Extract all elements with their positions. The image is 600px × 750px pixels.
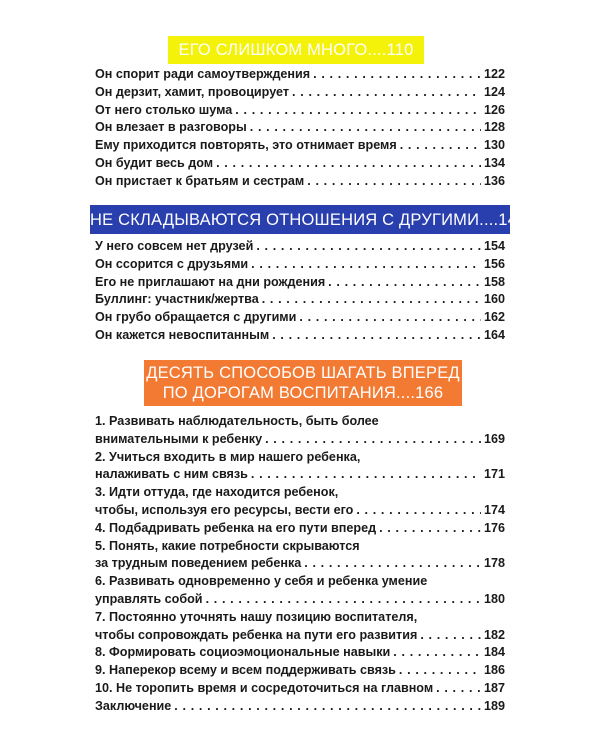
toc-entry[interactable] — [95, 573, 505, 609]
toc-entry-title: У него совсем нет друзей — [95, 239, 254, 253]
toc-entry-first-line: 6. Развивать одновременно у себя и ребенка умение — [95, 574, 428, 589]
dot-leader — [272, 327, 481, 345]
toc-entry-title: Он грубо обращается с другими — [95, 310, 297, 325]
toc-entry-title: Его не приглашают на дни рождения — [95, 274, 326, 289]
toc-entry-page: 180 — [483, 591, 505, 606]
toc-entry-title: 10. Не торопить время и сосредоточиться на главном — [95, 680, 434, 695]
toc-entry-page: 154 — [483, 239, 505, 253]
toc-entry-page: 124 — [483, 84, 505, 99]
toc-entry-page: 189 — [483, 698, 505, 713]
toc-entry-title: управлять собой — [95, 591, 203, 606]
toc-entry[interactable] — [95, 102, 505, 120]
toc-entry[interactable] — [95, 644, 505, 662]
toc-entry[interactable] — [95, 680, 505, 698]
toc-entry[interactable] — [95, 137, 505, 155]
toc-entry-page: 160 — [483, 292, 505, 307]
toc-entry-title: Он спорит ради самоутверждения — [95, 67, 311, 81]
toc-entry-title: От него столько шума — [95, 102, 233, 117]
toc-entry-page: 171 — [483, 467, 505, 482]
dot-leader — [420, 627, 481, 645]
toc-entry-first-line: 7. Постоянно уточнять нашу позицию воспитателя, — [95, 609, 418, 624]
toc-entry-title: Буллинг: участник/жертва — [95, 292, 259, 307]
dot-leader — [399, 662, 481, 680]
toc-entry-page: 164 — [483, 327, 505, 342]
toc-entry-title: Он ссорится с друзьями — [95, 256, 249, 271]
dot-leader — [262, 291, 481, 309]
section-heading-relationships: НЕ СКЛАДЫВАЮТСЯ ОТНОШЕНИЯ С ДРУГИМИ....142 — [90, 205, 510, 234]
dot-leader — [265, 431, 481, 449]
toc-entry-title: Он будит весь дом — [95, 155, 214, 170]
toc-entry-title: Он влезает в разговоры — [95, 120, 247, 135]
toc-entry-page: 122 — [483, 67, 505, 81]
toc-entry[interactable] — [95, 309, 505, 327]
section-heading-line-1: ДЕСЯТЬ СПОСОБОВ ШАГАТЬ ВПЕРЕД — [146, 364, 460, 382]
toc-entry[interactable] — [95, 119, 505, 137]
dot-leader — [292, 84, 481, 102]
dot-leader — [313, 66, 481, 84]
toc-entry[interactable] — [95, 256, 505, 274]
toc-entry-title: Заключение — [95, 698, 172, 713]
toc-entry[interactable] — [95, 413, 505, 449]
toc-entry-title: чтобы, используя его ресурсы, вести его — [95, 502, 354, 517]
dot-leader — [174, 698, 481, 716]
toc-entry[interactable] — [95, 538, 505, 574]
toc-entry[interactable] — [95, 84, 505, 102]
toc-entry-first-line: 1. Развивать наблюдательность, быть более — [95, 414, 379, 428]
toc-section-ten-ways — [95, 413, 505, 716]
toc-entry[interactable] — [95, 449, 505, 485]
dot-leader — [216, 155, 481, 173]
toc-entry-page: 128 — [483, 120, 505, 135]
toc-entry[interactable] — [95, 484, 505, 520]
toc-entry-page: 169 — [483, 431, 505, 446]
toc-entry-page: 182 — [483, 627, 505, 642]
toc-section-too-much — [95, 66, 505, 191]
toc-entry-page: 126 — [483, 102, 505, 117]
toc-entry-page: 184 — [483, 645, 505, 660]
section-heading-ten-ways — [144, 360, 462, 406]
dot-leader — [436, 680, 481, 698]
section-heading-line-2: ПО ДОРОГАМ ВОСПИТАНИЯ....166 — [162, 384, 444, 402]
toc-entry[interactable] — [95, 662, 505, 680]
dot-leader — [251, 256, 481, 274]
toc-entry-title: 4. Подбадривать ребенка на его пути вперед — [95, 520, 377, 535]
toc-entry-first-line: 2. Учиться входить в мир нашего ребенка, — [95, 449, 361, 464]
toc-entry-first-line: 3. Идти оттуда, где находится ребенок, — [95, 485, 339, 500]
dot-leader — [256, 238, 481, 256]
toc-entry-page: 158 — [483, 274, 505, 289]
toc-entry-title: Он кажется невоспитанным — [95, 327, 270, 342]
dot-leader — [393, 644, 481, 662]
toc-entry-page: 187 — [483, 680, 505, 695]
toc-entry-title: Ему приходится повторять, это отнимает время — [95, 138, 397, 153]
toc-entry[interactable] — [95, 520, 505, 538]
dot-leader — [379, 520, 481, 538]
toc-entry-title: чтобы сопровождать ребенка на пути его развития — [95, 627, 418, 642]
toc-entry-title: 9. Наперекор всему и всем поддерживать связь — [95, 663, 396, 678]
toc-entry-page: 136 — [483, 173, 505, 188]
dot-leader — [251, 466, 481, 484]
toc-entry-page: 134 — [483, 155, 505, 170]
toc-entry-title: 8. Формировать социоэмоциональные навыки — [95, 645, 391, 660]
toc-entry[interactable] — [95, 66, 505, 84]
dot-leader — [235, 102, 481, 120]
toc-entry-page: 176 — [483, 520, 505, 535]
toc-entry[interactable] — [95, 609, 505, 645]
toc-entry-page: 174 — [483, 502, 505, 517]
dot-leader — [250, 119, 481, 137]
toc-entry-title: внимательными к ребенку — [95, 431, 263, 446]
toc-entry-title: Он дерзит, хамит, провоцирует — [95, 84, 290, 99]
toc-entry-title: Он пристает к братьям и сестрам — [95, 173, 305, 188]
toc-entry-page: 178 — [483, 556, 505, 571]
dot-leader — [307, 173, 481, 191]
dot-leader — [304, 555, 481, 573]
toc-entry[interactable] — [95, 698, 505, 716]
toc-entry[interactable] — [95, 155, 505, 173]
toc-entry-page: 156 — [483, 256, 505, 271]
dot-leader — [206, 591, 481, 609]
toc-entry-first-line: 5. Понять, какие потребности скрываются — [95, 538, 360, 553]
toc-entry[interactable] — [95, 291, 505, 309]
toc-entry[interactable] — [95, 238, 505, 256]
toc-section-relationships — [95, 238, 505, 345]
toc-entry[interactable] — [95, 173, 505, 191]
toc-entry-title: налаживать с ним связь — [95, 467, 248, 482]
section-heading-too-much: ЕГО СЛИШКОМ МНОГО....110 — [168, 36, 424, 64]
toc-entry-page: 186 — [483, 663, 505, 678]
toc-entry[interactable] — [95, 327, 505, 345]
dot-leader — [400, 137, 481, 155]
toc-entry-page: 130 — [483, 138, 505, 153]
toc-entry-page: 162 — [483, 310, 505, 325]
dot-leader — [356, 502, 481, 520]
dot-leader — [328, 274, 481, 292]
dot-leader — [299, 309, 481, 327]
toc-entry-title: за трудным поведением ребенка — [95, 556, 302, 571]
toc-entry[interactable] — [95, 274, 505, 292]
